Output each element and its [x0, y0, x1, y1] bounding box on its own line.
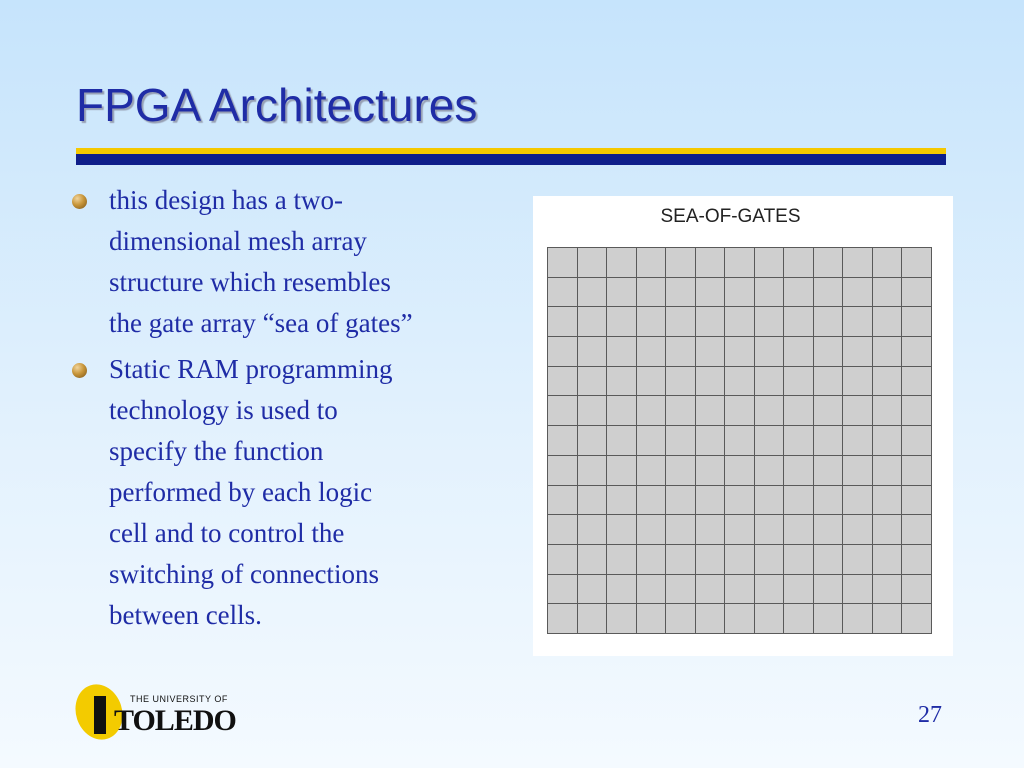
- gate-cell: [902, 515, 931, 544]
- gate-cell: [607, 604, 636, 633]
- gate-cell: [784, 456, 813, 485]
- gate-cell: [902, 367, 931, 396]
- bullet-icon: [72, 194, 87, 209]
- gate-cell: [578, 575, 607, 604]
- gate-cell: [578, 604, 607, 633]
- gate-cell: [755, 337, 784, 366]
- gate-cell: [637, 486, 666, 515]
- gate-cell: [814, 278, 843, 307]
- gate-cell: [548, 307, 577, 336]
- gate-cell: [843, 337, 872, 366]
- gate-cell: [873, 604, 902, 633]
- gate-cell: [637, 515, 666, 544]
- gate-cell: [902, 278, 931, 307]
- gate-cell: [814, 545, 843, 574]
- gate-cell: [784, 337, 813, 366]
- gate-cell: [666, 248, 695, 277]
- bullet-line: the gate array “sea of gates”: [109, 308, 413, 338]
- bullet-line: specify the function: [109, 436, 324, 466]
- gate-cell: [696, 426, 725, 455]
- gate-grid: [547, 247, 932, 634]
- gate-cell: [637, 396, 666, 425]
- gate-cell: [607, 337, 636, 366]
- gate-cell: [637, 575, 666, 604]
- bullet-line: technology is used to: [109, 395, 338, 425]
- gate-cell: [873, 367, 902, 396]
- gate-cell: [578, 426, 607, 455]
- gate-cell: [637, 545, 666, 574]
- title-rule-navy: [76, 154, 946, 165]
- university-logo: [72, 684, 247, 744]
- gate-cell: [578, 545, 607, 574]
- gate-cell: [784, 367, 813, 396]
- gate-cell: [548, 337, 577, 366]
- logo-small-text: THE UNIVERSITY OF: [130, 694, 228, 704]
- gate-cell: [784, 604, 813, 633]
- gate-cell: [873, 396, 902, 425]
- gate-cell: [637, 426, 666, 455]
- gate-cell: [696, 545, 725, 574]
- gate-cell: [666, 367, 695, 396]
- gate-cell: [666, 426, 695, 455]
- gate-cell: [725, 337, 754, 366]
- gate-cell: [548, 396, 577, 425]
- gate-cell: [578, 307, 607, 336]
- gate-cell: [843, 604, 872, 633]
- gate-cell: [843, 278, 872, 307]
- gate-cell: [548, 426, 577, 455]
- gate-cell: [814, 575, 843, 604]
- gate-cell: [548, 367, 577, 396]
- gate-cell: [902, 604, 931, 633]
- gate-cell: [637, 307, 666, 336]
- gate-cell: [784, 575, 813, 604]
- gate-cell: [666, 456, 695, 485]
- gate-cell: [696, 248, 725, 277]
- gate-cell: [578, 486, 607, 515]
- gate-cell: [578, 396, 607, 425]
- gate-cell: [696, 515, 725, 544]
- gate-cell: [725, 396, 754, 425]
- gate-cell: [873, 307, 902, 336]
- gate-cell: [784, 396, 813, 425]
- gate-cell: [902, 575, 931, 604]
- gate-cell: [784, 307, 813, 336]
- gate-cell: [725, 456, 754, 485]
- gate-cell: [755, 248, 784, 277]
- gate-cell: [843, 456, 872, 485]
- gate-cell: [637, 337, 666, 366]
- gate-cell: [873, 545, 902, 574]
- gate-cell: [637, 248, 666, 277]
- gate-cell: [725, 545, 754, 574]
- gate-cell: [902, 456, 931, 485]
- gate-cell: [784, 515, 813, 544]
- gate-cell: [637, 367, 666, 396]
- gate-cell: [814, 515, 843, 544]
- gate-cell: [548, 515, 577, 544]
- gate-cell: [784, 545, 813, 574]
- gate-cell: [696, 575, 725, 604]
- gate-cell: [725, 307, 754, 336]
- gate-cell: [578, 367, 607, 396]
- gate-cell: [814, 367, 843, 396]
- gate-cell: [548, 248, 577, 277]
- gate-cell: [784, 426, 813, 455]
- gate-cell: [725, 515, 754, 544]
- gate-cell: [755, 426, 784, 455]
- gate-cell: [696, 486, 725, 515]
- gate-cell: [607, 396, 636, 425]
- bullet-line: between cells.: [109, 600, 262, 630]
- gate-cell: [843, 307, 872, 336]
- gate-cell: [696, 367, 725, 396]
- gate-cell: [902, 426, 931, 455]
- bullet-line: dimensional mesh array: [109, 226, 367, 256]
- gate-cell: [755, 575, 784, 604]
- gate-cell: [755, 545, 784, 574]
- gate-cell: [784, 486, 813, 515]
- gate-cell: [725, 486, 754, 515]
- gate-cell: [902, 396, 931, 425]
- bullet-line: switching of connections: [109, 559, 379, 589]
- slide-title: FPGA Architectures: [76, 79, 478, 131]
- gate-cell: [725, 575, 754, 604]
- gate-cell: [666, 278, 695, 307]
- gate-cell: [902, 307, 931, 336]
- gate-cell: [578, 337, 607, 366]
- gate-cell: [843, 396, 872, 425]
- gate-cell: [666, 545, 695, 574]
- gate-cell: [873, 456, 902, 485]
- gate-cell: [548, 278, 577, 307]
- bullet-line: cell and to control the: [109, 518, 345, 548]
- gate-cell: [873, 575, 902, 604]
- gate-cell: [902, 248, 931, 277]
- gate-cell: [755, 604, 784, 633]
- gate-cell: [607, 248, 636, 277]
- gate-cell: [578, 456, 607, 485]
- gate-cell: [843, 367, 872, 396]
- gate-cell: [755, 515, 784, 544]
- gate-cell: [607, 456, 636, 485]
- gate-cell: [814, 307, 843, 336]
- gate-cell: [873, 278, 902, 307]
- gate-cell: [814, 396, 843, 425]
- page-number: 27: [918, 702, 942, 728]
- gate-cell: [755, 278, 784, 307]
- bullet-line: Static RAM programming: [109, 354, 393, 384]
- gate-cell: [755, 486, 784, 515]
- bullet-item: [64, 180, 514, 344]
- gate-cell: [696, 456, 725, 485]
- bullet-line: performed by each logic: [109, 477, 373, 507]
- gate-cell: [548, 456, 577, 485]
- gate-cell: [755, 396, 784, 425]
- bullet-item: [64, 349, 514, 636]
- gate-cell: [725, 426, 754, 455]
- bullet-line: structure which resembles: [109, 267, 391, 297]
- gate-cell: [666, 337, 695, 366]
- gate-cell: [784, 248, 813, 277]
- gate-cell: [873, 515, 902, 544]
- gate-cell: [843, 248, 872, 277]
- bullet-icon: [72, 363, 87, 378]
- gate-cell: [607, 575, 636, 604]
- gate-cell: [607, 278, 636, 307]
- gate-cell: [666, 604, 695, 633]
- gate-cell: [548, 575, 577, 604]
- gate-cell: [696, 604, 725, 633]
- gate-cell: [843, 486, 872, 515]
- gate-cell: [814, 486, 843, 515]
- gate-cell: [666, 486, 695, 515]
- gate-cell: [666, 575, 695, 604]
- gate-cell: [666, 396, 695, 425]
- gate-cell: [637, 456, 666, 485]
- tower-icon: [94, 696, 106, 734]
- gate-cell: [873, 337, 902, 366]
- sea-of-gates-figure: [533, 196, 953, 656]
- gate-cell: [814, 426, 843, 455]
- gate-cell: [607, 367, 636, 396]
- gate-cell: [725, 367, 754, 396]
- gate-cell: [902, 545, 931, 574]
- gate-cell: [814, 456, 843, 485]
- gate-cell: [873, 248, 902, 277]
- gate-cell: [696, 396, 725, 425]
- bullet-line: this design has a two-: [109, 185, 343, 215]
- gate-cell: [843, 515, 872, 544]
- gate-cell: [843, 426, 872, 455]
- gate-cell: [755, 456, 784, 485]
- gate-cell: [902, 486, 931, 515]
- gate-cell: [637, 278, 666, 307]
- gate-cell: [784, 278, 813, 307]
- gate-cell: [578, 515, 607, 544]
- bullet-list: [64, 180, 514, 641]
- gate-cell: [725, 248, 754, 277]
- gate-cell: [607, 486, 636, 515]
- figure-title: SEA-OF-GATES: [660, 206, 801, 227]
- gate-cell: [843, 545, 872, 574]
- gate-cell: [548, 486, 577, 515]
- gate-cell: [578, 248, 607, 277]
- gate-cell: [873, 486, 902, 515]
- gate-cell: [725, 604, 754, 633]
- gate-cell: [755, 307, 784, 336]
- gate-cell: [548, 545, 577, 574]
- gate-cell: [607, 545, 636, 574]
- gate-cell: [696, 278, 725, 307]
- gate-cell: [902, 337, 931, 366]
- gate-cell: [843, 575, 872, 604]
- gate-cell: [607, 426, 636, 455]
- gate-cell: [578, 278, 607, 307]
- gate-cell: [814, 604, 843, 633]
- gate-cell: [814, 248, 843, 277]
- gate-cell: [696, 337, 725, 366]
- gate-cell: [666, 307, 695, 336]
- gate-cell: [666, 515, 695, 544]
- gate-cell: [725, 278, 754, 307]
- gate-cell: [607, 515, 636, 544]
- gate-cell: [814, 337, 843, 366]
- gate-cell: [548, 604, 577, 633]
- gate-cell: [637, 604, 666, 633]
- gate-cell: [696, 307, 725, 336]
- gate-cell: [607, 307, 636, 336]
- gate-cell: [873, 426, 902, 455]
- gate-cell: [755, 367, 784, 396]
- logo-name: TOLEDO: [114, 704, 236, 737]
